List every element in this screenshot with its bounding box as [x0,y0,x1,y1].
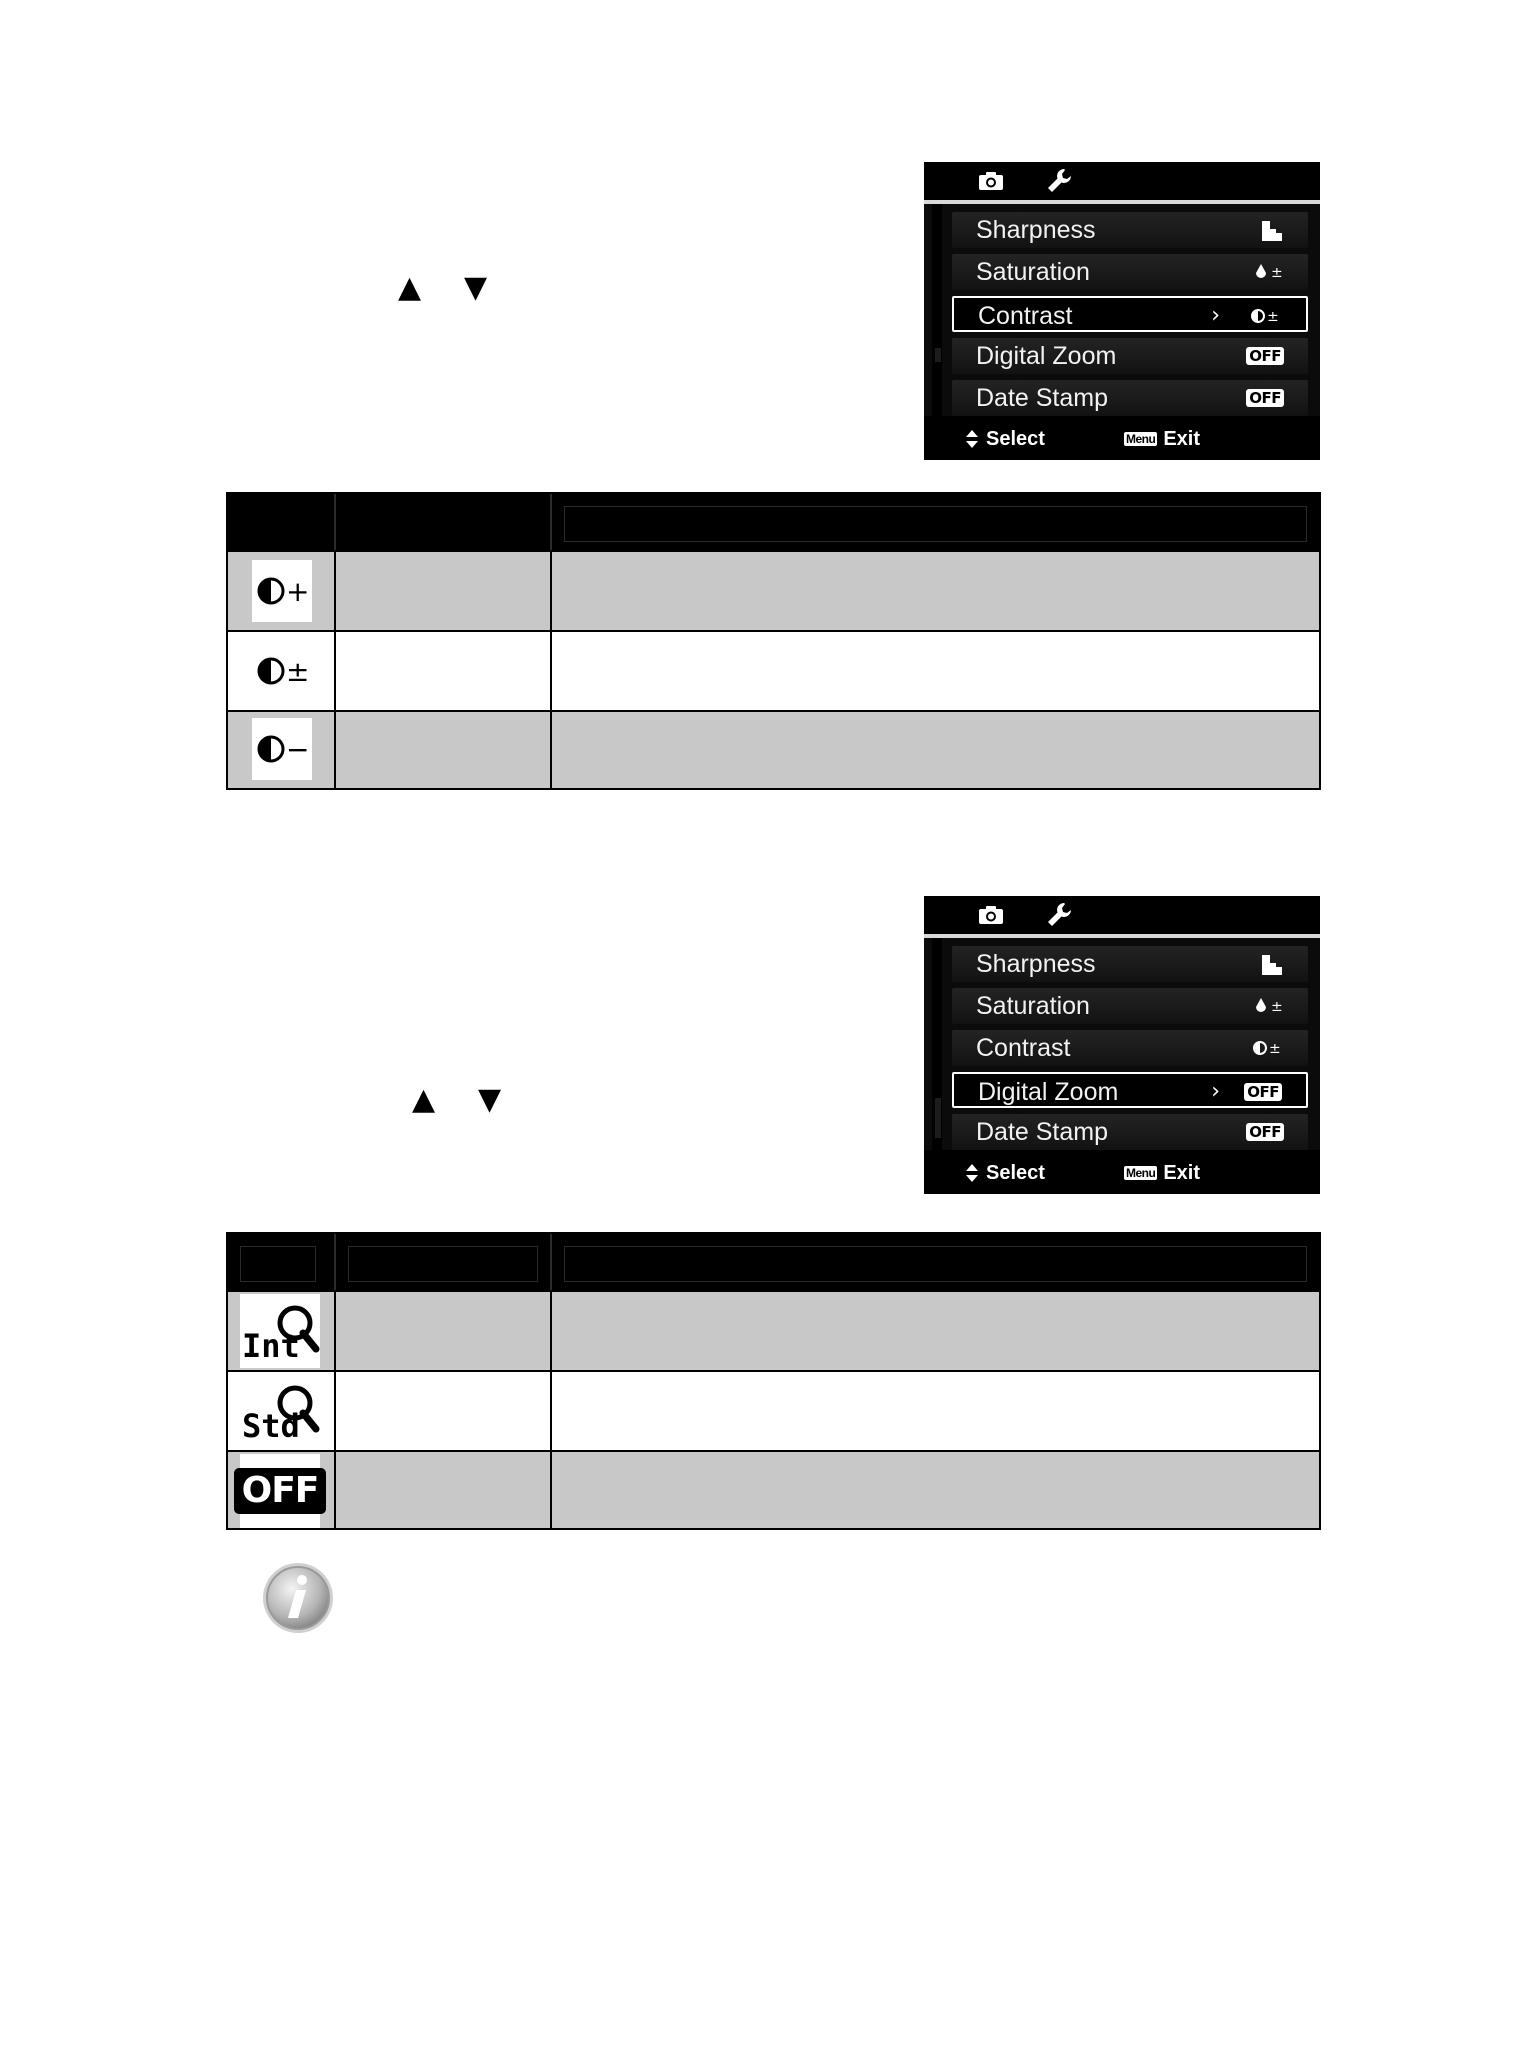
menu-item-label: Digital Zoom [976,342,1117,370]
up-arrow-icon: ▲ [398,270,422,305]
table-row [228,710,1319,788]
table-row [228,1450,1319,1528]
menu-button-icon: Menu [1126,1166,1156,1180]
menu-list [924,204,1320,416]
svg-text:±: ± [1269,1041,1281,1057]
menu-list [924,938,1320,1150]
off-badge: OFF [1246,1123,1284,1141]
menu-item-label: Saturation [976,258,1090,286]
exit-label: Exit [1163,428,1201,450]
menu-item-sharpness[interactable] [952,212,1308,248]
camera-icon[interactable] [976,900,1006,930]
saturation-normal-icon [1254,254,1284,290]
header-setting-cell [336,1234,550,1290]
chevron-right-icon: › [1211,1079,1220,1104]
menu-item-label: Digital Zoom [978,1078,1119,1106]
menu-item-date-stamp[interactable] [952,380,1308,416]
menu-tab-bar [924,162,1320,200]
svg-text:±: ± [1271,265,1283,281]
contrast-normal-icon [252,640,312,702]
wrench-icon[interactable] [1044,900,1074,930]
standard-zoom-icon [240,1374,320,1448]
off-badge: OFF [1246,389,1284,407]
contrast-low-icon [252,718,312,780]
scroll-thumb[interactable] [935,348,941,362]
menu-footer [924,424,1320,460]
menu-item-digital-zoom[interactable] [952,338,1308,374]
down-arrow-icon: ▼ [464,270,488,305]
chevron-right-icon: › [1211,303,1220,328]
menu-item-label: Saturation [976,992,1090,1020]
zoom-off-icon: OFF [240,1454,320,1528]
svg-text:±: ± [1267,309,1279,325]
contrast-options-table [226,492,1321,790]
select-label: Select [986,428,1045,450]
menu-item-contrast[interactable] [952,1030,1308,1066]
exit-hint [1124,1158,1200,1188]
exit-label: Exit [1163,1162,1201,1184]
menu-item-saturation[interactable] [952,988,1308,1024]
contrast-menu-screen [924,162,1320,460]
menu-item-contrast[interactable] [952,296,1308,332]
menu-item-date-stamp[interactable] [952,1114,1308,1150]
menu-item-label: Date Stamp [976,1118,1109,1146]
up-down-icon [964,1163,980,1183]
select-hint [964,1158,1045,1188]
wrench-icon[interactable] [1044,166,1074,196]
menu-item-label: Contrast [976,1034,1071,1062]
header-description-cell [552,1234,1319,1290]
menu-tab-bar [924,896,1320,934]
menu-item-sharpness[interactable] [952,946,1308,982]
contrast-high-icon [252,560,312,622]
contrast-normal-icon [1250,298,1282,334]
intelligent-zoom-icon [240,1294,320,1368]
scroll-rail[interactable] [932,204,942,416]
select-hint [964,424,1045,454]
table-header [228,1234,1319,1290]
sharpness-normal-icon [1260,212,1284,248]
table-header [228,494,1319,550]
menu-button-icon: Menu [1126,432,1156,446]
sharpness-normal-icon [1260,946,1284,982]
off-badge: OFF [1244,1083,1282,1101]
select-label: Select [986,1162,1045,1184]
table-row [228,550,1319,630]
menu-item-digital-zoom[interactable] [952,1072,1308,1108]
info-icon [260,1560,336,1641]
contrast-normal-icon [1252,1030,1284,1066]
up-down-icon [964,429,980,449]
menu-item-label: Contrast [978,302,1073,330]
header-icon-cell [228,494,334,550]
up-arrow-icon: ▲ [412,1082,436,1117]
menu-footer [924,1158,1320,1194]
scroll-thumb[interactable] [935,1098,941,1138]
menu-item-label: Sharpness [976,950,1096,978]
header-icon-cell [228,1234,328,1290]
svg-text:Std: Std [242,1407,300,1445]
svg-text:−: − [286,733,310,766]
menu-item-label: Sharpness [976,216,1096,244]
table-row [228,630,1319,710]
header-description-cell [552,494,1319,550]
off-badge: OFF [1246,347,1284,365]
svg-text:±: ± [1271,999,1283,1015]
menu-item-saturation[interactable] [952,254,1308,290]
down-arrow-icon: ▼ [478,1082,502,1117]
camera-icon[interactable] [976,166,1006,196]
digital-zoom-options-table [226,1232,1321,1530]
table-row [228,1290,1319,1370]
menu-item-label: Date Stamp [976,384,1109,412]
exit-hint [1124,424,1200,454]
table-row [228,1370,1319,1450]
digital-zoom-menu-screen [924,896,1320,1194]
svg-text:Int: Int [242,1327,300,1365]
saturation-normal-icon [1254,988,1284,1024]
svg-text:+: + [286,575,310,608]
svg-text:±: ± [286,655,310,688]
header-setting-cell [336,494,550,550]
